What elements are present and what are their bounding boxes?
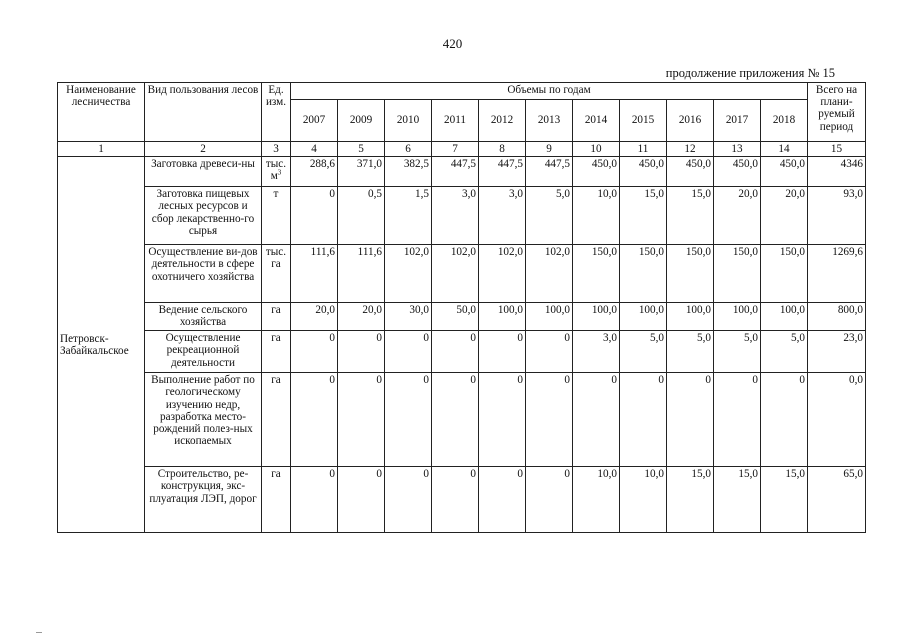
year-header: 2012	[479, 100, 526, 142]
year-header: 2014	[573, 100, 620, 142]
value-cell: 150,0	[573, 245, 620, 303]
value-cell: 0	[385, 373, 432, 467]
unit-cell	[262, 331, 291, 373]
value-cell: 447,5	[479, 157, 526, 187]
value-cell: 0	[432, 373, 479, 467]
forestry-name: Петровск-Забайкальское	[58, 157, 145, 533]
value-cell: 15,0	[761, 467, 808, 533]
column-number: 3	[262, 142, 291, 157]
unit-cell	[262, 245, 291, 303]
value-cell: 15,0	[620, 187, 667, 245]
year-header: 2018	[761, 100, 808, 142]
year-header: 2010	[385, 100, 432, 142]
value-cell: 150,0	[667, 245, 714, 303]
value-cell: 150,0	[620, 245, 667, 303]
column-number: 5	[338, 142, 385, 157]
table-row	[58, 303, 866, 331]
use-type-cell: Заготовка древеси-ны	[145, 157, 262, 187]
scan-mark	[36, 632, 42, 633]
year-header: 2011	[432, 100, 479, 142]
value-cell: 0	[338, 467, 385, 533]
value-cell: 10,0	[620, 467, 667, 533]
unit-text: га	[271, 304, 281, 317]
value-cell: 450,0	[573, 157, 620, 187]
value-cell: 288,6	[291, 157, 338, 187]
column-number: 12	[667, 142, 714, 157]
value-cell: 150,0	[714, 245, 761, 303]
value-cell: 20,0	[761, 187, 808, 245]
column-number: 13	[714, 142, 761, 157]
value-cell: 0	[385, 331, 432, 373]
value-cell: 20,0	[714, 187, 761, 245]
value-cell: 0	[291, 373, 338, 467]
value-cell: 0	[479, 331, 526, 373]
value-cell: 450,0	[667, 157, 714, 187]
value-cell: 3,0	[432, 187, 479, 245]
value-cell: 10,0	[573, 187, 620, 245]
value-cell: 0	[526, 331, 573, 373]
value-cell: 1,5	[385, 187, 432, 245]
value-cell: 50,0	[432, 303, 479, 331]
value-cell: 102,0	[385, 245, 432, 303]
use-type-cell: Выполнение работ по геологическому изучению недр, разработка место-рождений полез-ных ископаемых	[145, 373, 262, 467]
total-cell: 65,0	[808, 467, 866, 533]
total-cell: 800,0	[808, 303, 866, 331]
value-cell: 102,0	[432, 245, 479, 303]
value-cell: 0	[573, 373, 620, 467]
value-cell: 5,0	[761, 331, 808, 373]
unit-cell	[262, 303, 291, 331]
column-number: 4	[291, 142, 338, 157]
unit-text: га	[271, 374, 281, 387]
value-cell: 100,0	[479, 303, 526, 331]
value-cell: 0	[338, 373, 385, 467]
value-cell: 5,0	[667, 331, 714, 373]
value-cell: 30,0	[385, 303, 432, 331]
value-cell: 0,5	[338, 187, 385, 245]
unit-cell	[262, 373, 291, 467]
unit-text: га	[271, 468, 281, 481]
header-unit: Ед. изм.	[262, 83, 291, 142]
value-cell: 0	[291, 187, 338, 245]
value-cell: 15,0	[667, 467, 714, 533]
column-number: 7	[432, 142, 479, 157]
column-number: 11	[620, 142, 667, 157]
year-header: 2009	[338, 100, 385, 142]
value-cell: 5,0	[620, 331, 667, 373]
unit-text: тыс. м	[265, 158, 287, 183]
year-header: 2013	[526, 100, 573, 142]
table-row	[58, 245, 866, 303]
total-cell: 0,0	[808, 373, 866, 467]
year-header: 2016	[667, 100, 714, 142]
header-use-type: Вид пользования лесов	[145, 83, 262, 142]
value-cell: 102,0	[479, 245, 526, 303]
column-numbers-row	[58, 142, 866, 157]
total-cell: 93,0	[808, 187, 866, 245]
unit-text: тыс. га	[265, 246, 287, 271]
table-row	[58, 467, 866, 533]
total-cell: 1269,6	[808, 245, 866, 303]
table-row	[58, 187, 866, 245]
column-number: 14	[761, 142, 808, 157]
column-number: 1	[58, 142, 145, 157]
value-cell: 0	[667, 373, 714, 467]
value-cell: 0	[291, 331, 338, 373]
value-cell: 15,0	[667, 187, 714, 245]
value-cell: 0	[432, 331, 479, 373]
column-number: 8	[479, 142, 526, 157]
page-number: 420	[442, 36, 463, 51]
use-type-cell: Строительство, ре-конструкция, экс-плуатация ЛЭП, дорог	[145, 467, 262, 533]
column-number: 2	[145, 142, 262, 157]
value-cell: 111,6	[338, 245, 385, 303]
use-type-cell: Осуществление рекреационной деятельности	[145, 331, 262, 373]
value-cell: 382,5	[385, 157, 432, 187]
value-cell: 0	[479, 373, 526, 467]
column-number: 6	[385, 142, 432, 157]
table-row	[58, 373, 866, 467]
value-cell: 450,0	[761, 157, 808, 187]
value-cell: 111,6	[291, 245, 338, 303]
value-cell: 20,0	[291, 303, 338, 331]
value-cell: 0	[761, 373, 808, 467]
value-cell: 0	[338, 331, 385, 373]
value-cell: 100,0	[667, 303, 714, 331]
forest-use-table	[57, 82, 866, 533]
value-cell: 0	[385, 467, 432, 533]
value-cell: 447,5	[432, 157, 479, 187]
value-cell: 0	[432, 467, 479, 533]
total-cell: 4346	[808, 157, 866, 187]
value-cell: 450,0	[620, 157, 667, 187]
value-cell: 100,0	[526, 303, 573, 331]
year-header: 2007	[291, 100, 338, 142]
value-cell: 3,0	[573, 331, 620, 373]
value-cell: 371,0	[338, 157, 385, 187]
value-cell: 15,0	[714, 467, 761, 533]
unit-text: т	[273, 188, 279, 201]
header-total: Всего на плани-руемый период	[808, 83, 866, 142]
value-cell: 0	[526, 373, 573, 467]
column-number: 10	[573, 142, 620, 157]
total-cell: 23,0	[808, 331, 866, 373]
header-volumes: Объемы по годам	[291, 83, 808, 100]
value-cell: 0	[526, 467, 573, 533]
unit-cell	[262, 187, 291, 245]
unit-text: га	[271, 332, 281, 345]
value-cell: 3,0	[479, 187, 526, 245]
column-number: 9	[526, 142, 573, 157]
use-type-cell: Ведение сельского хозяйства	[145, 303, 262, 331]
value-cell: 150,0	[761, 245, 808, 303]
use-type-cell: Осуществление ви-дов деятельности в сфере охотничего хозяйства	[145, 245, 262, 303]
table-row	[58, 331, 866, 373]
value-cell: 100,0	[714, 303, 761, 331]
unit-superscript: 3	[277, 168, 282, 177]
value-cell: 5,0	[714, 331, 761, 373]
value-cell: 450,0	[714, 157, 761, 187]
value-cell: 100,0	[573, 303, 620, 331]
year-header: 2015	[620, 100, 667, 142]
column-number: 15	[808, 142, 866, 157]
value-cell: 0	[479, 467, 526, 533]
unit-cell	[262, 467, 291, 533]
value-cell: 102,0	[526, 245, 573, 303]
header-row-top	[58, 83, 866, 100]
value-cell: 0	[714, 373, 761, 467]
value-cell: 10,0	[573, 467, 620, 533]
value-cell: 447,5	[526, 157, 573, 187]
unit-cell	[262, 157, 291, 187]
value-cell: 20,0	[338, 303, 385, 331]
header-forestry: Наименование лесничества	[58, 83, 145, 142]
value-cell: 5,0	[526, 187, 573, 245]
value-cell: 0	[291, 467, 338, 533]
year-header: 2017	[714, 100, 761, 142]
value-cell: 0	[620, 373, 667, 467]
use-type-cell: Заготовка пищевых лесных ресурсов и сбор лекарственно-го сырья	[145, 187, 262, 245]
continuation-caption: продолжение приложения № 15	[665, 66, 835, 80]
value-cell: 100,0	[620, 303, 667, 331]
table-row	[58, 157, 866, 187]
value-cell: 100,0	[761, 303, 808, 331]
